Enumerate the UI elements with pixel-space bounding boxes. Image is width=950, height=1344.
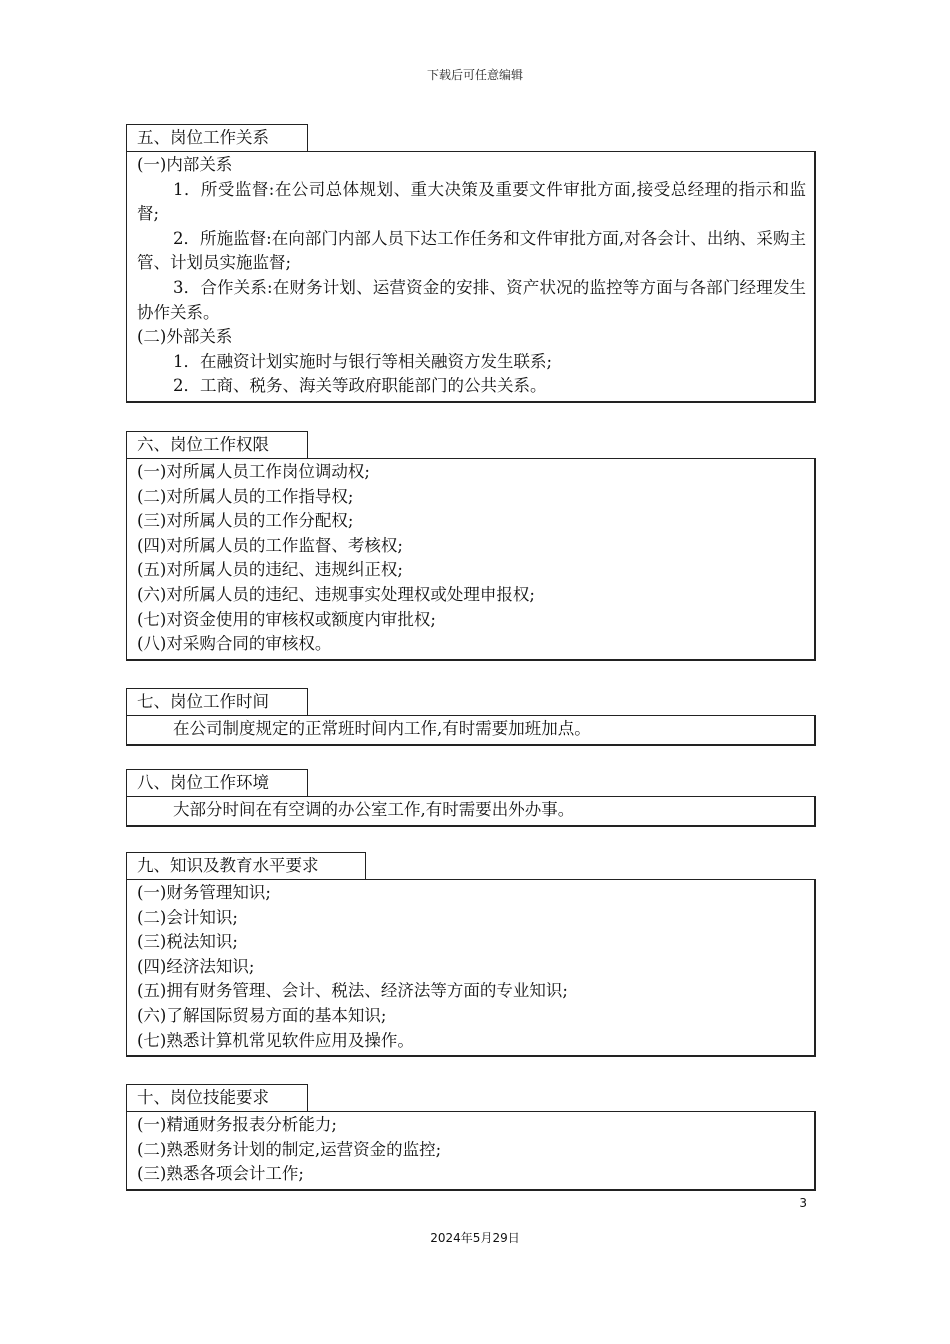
section-title: 七、岗位工作时间 bbox=[126, 688, 308, 715]
section-body bbox=[126, 1111, 816, 1191]
section-work-authority bbox=[126, 431, 816, 661]
section-title: 五、岗位工作关系 bbox=[126, 124, 308, 151]
list-item: (三)税法知识; bbox=[137, 932, 238, 952]
list-item: 1．在融资计划实施时与银行等相关融资方发生联系; bbox=[173, 351, 553, 371]
paragraph-cooperation: 3．合作关系:在财务计划、运营资金的安排、资产状况的监控等方面与各部门经理发生协作关系。 bbox=[137, 277, 806, 322]
section-body bbox=[126, 151, 816, 403]
list-item: (二)熟悉财务计划的制定,运营资金的监控; bbox=[137, 1139, 442, 1159]
list-item: (七)对资金使用的审核权或额度内审批权; bbox=[137, 609, 436, 629]
paragraph-supervises: 2．所施监督:在向部门内部人员下达工作任务和文件审批方面,对各会计、出纳、采购主管、计划员实施监督; bbox=[137, 228, 806, 273]
list-item: (三)对所属人员的工作分配权; bbox=[137, 511, 354, 531]
list-item: (八)对采购合同的审核权。 bbox=[137, 634, 332, 654]
list-item: (一)精通财务报表分析能力; bbox=[137, 1115, 337, 1134]
footer-date: 2024年5月29日 bbox=[430, 1231, 520, 1245]
list-item: (六)对所属人员的违纪、违规事实处理权或处理申报权; bbox=[137, 584, 535, 604]
section-title: 六、岗位工作权限 bbox=[126, 431, 308, 458]
list-item: (二)对所属人员的工作指导权; bbox=[137, 486, 354, 506]
list-item: (七)熟悉计算机常见软件应用及操作。 bbox=[137, 1030, 414, 1050]
section-body bbox=[126, 796, 816, 827]
section-body bbox=[126, 715, 816, 746]
list-item: (六)了解国际贸易方面的基本知识; bbox=[137, 1005, 387, 1025]
section-body bbox=[126, 879, 816, 1057]
list-item: (一)财务管理知识; bbox=[137, 883, 271, 902]
section-title: 八、岗位工作环境 bbox=[126, 769, 308, 796]
section-work-environment bbox=[126, 769, 816, 827]
list-item: 2．工商、税务、海关等政府职能部门的公共关系。 bbox=[173, 376, 547, 396]
section-title: 十、岗位技能要求 bbox=[126, 1084, 308, 1111]
page-header-note: 下载后可任意编辑 bbox=[426, 68, 523, 82]
list-item: (五)拥有财务管理、会计、税法、经济法等方面的专业知识; bbox=[137, 981, 568, 1001]
section-work-relations bbox=[126, 124, 816, 403]
subheading-internal-relations: (一)内部关系 bbox=[137, 155, 233, 174]
section-work-hours bbox=[126, 688, 816, 746]
page-number: 3 bbox=[799, 1196, 807, 1210]
list-item: (二)会计知识; bbox=[137, 907, 238, 927]
section-body bbox=[126, 458, 816, 661]
paragraph: 大部分时间在有空调的办公室工作,有时需要出外办事。 bbox=[173, 800, 575, 819]
subheading-external-relations: (二)外部关系 bbox=[137, 327, 233, 347]
paragraph: 在公司制度规定的正常班时间内工作,有时需要加班加点。 bbox=[173, 719, 591, 738]
section-knowledge-education bbox=[126, 852, 816, 1057]
section-skill-requirements bbox=[126, 1084, 816, 1191]
list-item: (五)对所属人员的违纪、违规纠正权; bbox=[137, 560, 403, 580]
list-item: (三)熟悉各项会计工作; bbox=[137, 1164, 304, 1184]
list-item: (一)对所属人员工作岗位调动权; bbox=[137, 462, 370, 481]
paragraph-supervised-by: 1．所受监督:在公司总体规划、重大决策及重要文件审批方面,接受总经理的指示和监督; bbox=[137, 179, 806, 224]
section-title: 九、知识及教育水平要求 bbox=[126, 852, 366, 879]
list-item: (四)对所属人员的工作监督、考核权; bbox=[137, 535, 403, 555]
list-item: (四)经济法知识; bbox=[137, 956, 255, 976]
